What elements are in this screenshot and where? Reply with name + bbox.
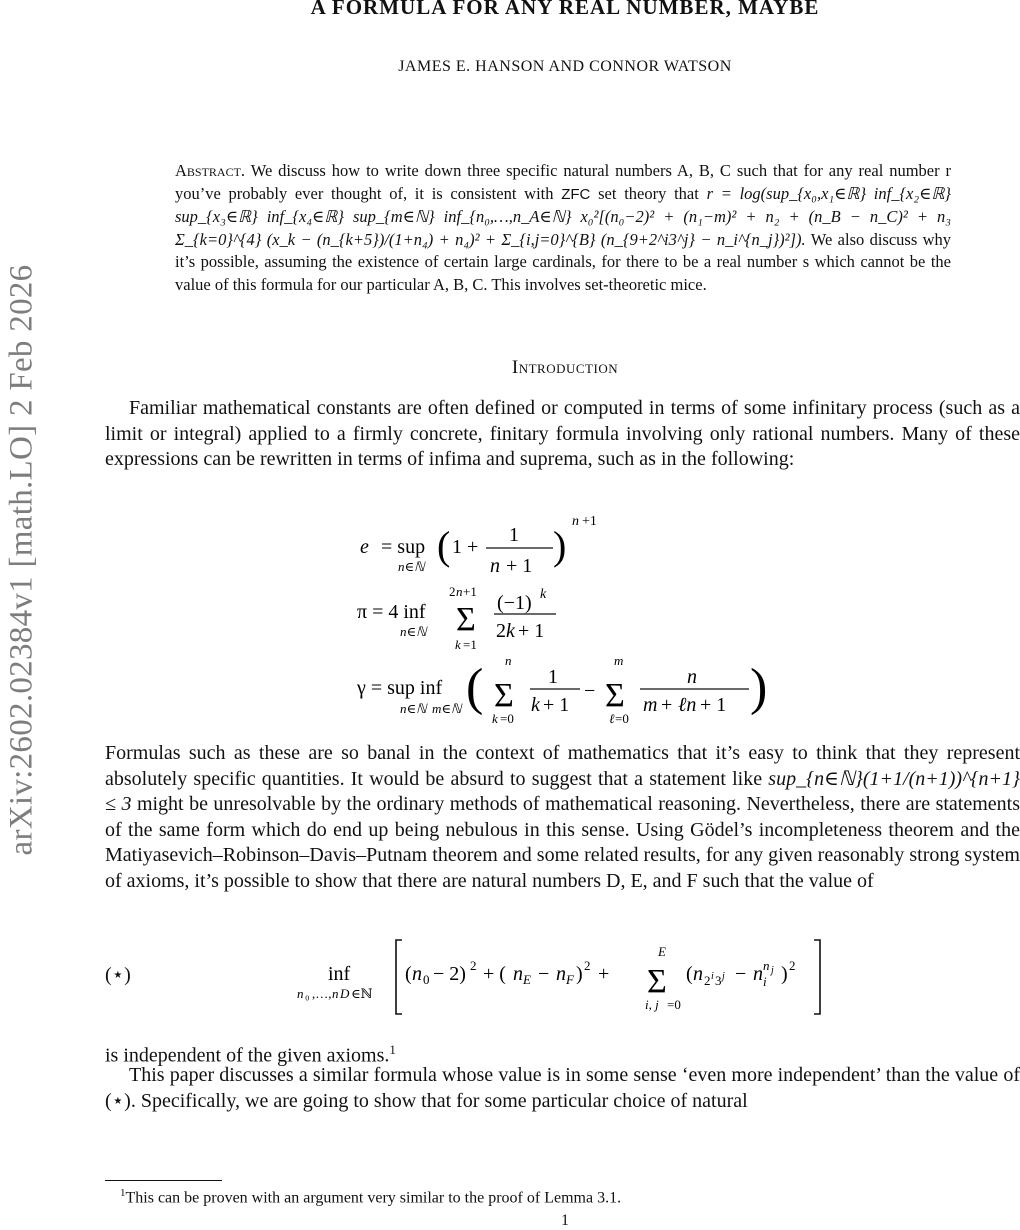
abstract-formula: r = log(sup_{x₀,x₁∈ℝ} inf_{x₂∈ℝ} sup_{x₃∈ℝ} inf_{x₄∈ℝ} sup_{m∈ℕ} inf_{n₀,…,n_A∈ℕ} x₀²[(n₀−2)² + (n₁−m)² + n₂ + (n_B − n_C)² + n₃ Σ_{k=0}^{4} (x_k − (n_{k+5})/(1+n₄) + n₄)² + Σ_{i,j=0}^{B} (n_{9+2^i3^j} − n_i^{n_j})²]). [175, 183, 951, 249]
svg-text:n: n [513, 963, 523, 985]
after-star-text: is independent of the given axioms. [105, 1044, 390, 1067]
abstract-zfc: ZFC [561, 185, 591, 203]
svg-text:n: n [556, 963, 566, 985]
svg-text:e: e [360, 536, 369, 558]
svg-text:k: k [506, 620, 515, 642]
intro-paragraph-2 [105, 741, 1020, 894]
svg-text:n: n [572, 514, 579, 529]
svg-text:F: F [566, 972, 574, 987]
svg-text:−: − [584, 680, 596, 702]
footnote-number: 1 [120, 1187, 126, 1199]
arxiv-identifier: arXiv:2602.02384v1 [math.LO] 2 Feb 2026 [3, 264, 40, 856]
svg-text:): ) [781, 963, 788, 985]
svg-text:Σ: Σ [494, 677, 514, 714]
svg-text:n: n [693, 963, 703, 985]
svg-text:m∈ℕ: m∈ℕ [432, 701, 462, 716]
svg-text:n: n [753, 963, 763, 985]
svg-text:i, j: i, j [645, 997, 659, 1012]
svg-text:n: n [763, 958, 770, 973]
equation-star-label: (⋆) [105, 964, 131, 986]
intro-paragraph-2-text: Formulas such as these are so banal in the context of mathematics that it’s easy to think that they represent absolutely specific quantities. It would be absurd to suggest that a statement like [105, 742, 1020, 790]
svg-text:n: n [687, 666, 697, 688]
svg-text:): ) [576, 963, 583, 985]
svg-text:n: n [456, 584, 463, 599]
svg-text:n: n [505, 653, 512, 668]
equation-e [360, 514, 597, 577]
paper-authors: JAMES E. HANSON AND CONNOR WATSON [398, 58, 732, 75]
svg-text:₀: ₀ [305, 986, 310, 1001]
svg-text:): ) [750, 659, 768, 716]
svg-text:n∈ℕ: n∈ℕ [398, 559, 425, 574]
abstract-text-2: set theory that [598, 183, 699, 203]
intro-paragraph-3 [105, 1063, 1020, 1114]
svg-text:+ 1: + 1 [543, 694, 570, 716]
svg-text:=0: =0 [500, 711, 514, 726]
intro-paragraph-2-continued: might be unresolvable by the ordinary methods of mathematical reasoning. Nevertheless, there are statements of the same form which do end up being nebulous in this sense. Using Gödel’s incompleteness theorem and the Matiyasevich–Robinson–Davis–Putnam theorem and some related results, for any given reasonably strong system of axioms, it’s possible to show that there are natural numbers D, E, and F such that the value of [105, 793, 1020, 892]
svg-text:= sup: = sup [381, 536, 426, 558]
intro-paragraph-3-text: This paper discusses a similar formula whose value is in some sense ‘even more independent’ than the value of (⋆). Specifically, we are going to show that for some particular choice of natural [105, 1064, 1020, 1112]
svg-text:Σ: Σ [647, 963, 667, 1000]
paper-title: A FORMULA FOR ANY REAL NUMBER, MAYBE [310, 0, 820, 19]
svg-text:(: ( [686, 963, 693, 985]
equation-gamma [356, 653, 767, 726]
svg-text:∈ℕ: ∈ℕ [351, 986, 373, 1001]
display-equations [0, 505, 1020, 735]
svg-text:(: ( [466, 659, 484, 716]
svg-text:π = 4 inf: π = 4 inf [357, 601, 426, 623]
svg-text:m: m [643, 694, 658, 716]
intro-paragraph-1 [105, 396, 1020, 473]
svg-text:k: k [455, 637, 461, 652]
svg-text:+1: +1 [582, 514, 597, 529]
svg-text:=0: =0 [667, 997, 681, 1012]
svg-text:=0: =0 [615, 711, 629, 726]
svg-text:2: 2 [470, 958, 477, 973]
svg-text:i: i [711, 971, 714, 982]
svg-text:ℓ: ℓ [609, 711, 615, 726]
svg-text:n: n [412, 963, 422, 985]
svg-text:+ (: + ( [483, 963, 506, 985]
svg-text:k: k [492, 711, 498, 726]
svg-text:+: + [661, 694, 673, 716]
svg-text:1: 1 [509, 524, 519, 546]
svg-text:n: n [297, 986, 304, 1001]
svg-text:Σ: Σ [605, 677, 625, 714]
svg-text:2: 2 [449, 584, 456, 599]
svg-text:n: n [332, 986, 339, 1001]
svg-text:0: 0 [423, 972, 430, 987]
abstract-text-3: We also discuss why it’s possible, assuming the existence of certain large cardinals, for there to be a real number s which cannot be the value of this formula for our particular A, B, C. This involves set-theoretic mice. [175, 229, 952, 294]
svg-text:k: k [531, 694, 540, 716]
svg-text:j: j [722, 971, 725, 982]
equation-pi [357, 584, 556, 652]
svg-text:n∈ℕ: n∈ℕ [400, 624, 427, 639]
svg-text:1 +: 1 + [452, 536, 479, 558]
svg-text:E: E [658, 944, 666, 959]
svg-text:+1: +1 [463, 584, 477, 599]
svg-text:E: E [523, 972, 531, 987]
svg-text:n∈ℕ: n∈ℕ [400, 701, 427, 716]
svg-text:2: 2 [789, 958, 796, 973]
svg-text:3: 3 [715, 973, 722, 988]
svg-text:+ 1: + 1 [518, 620, 545, 642]
page-number: 1 [561, 1212, 569, 1229]
svg-text:1: 1 [548, 666, 558, 688]
svg-text:,…,: ,…, [312, 986, 332, 1001]
svg-text:=1: =1 [463, 637, 477, 652]
abstract-text-1: We discuss how to write down three specific natural numbers A, B, C such that for any real number r you’ve probably ever thought of, it is consistent with [175, 161, 952, 203]
svg-text:+: + [598, 963, 610, 985]
svg-text:2: 2 [704, 973, 711, 988]
svg-text:(: ( [405, 963, 412, 985]
svg-text:n: n [490, 555, 500, 577]
svg-text:D: D [340, 986, 350, 1001]
abstract [175, 160, 951, 296]
svg-text:(: ( [437, 523, 451, 568]
footnote-rule [105, 1180, 222, 1181]
svg-text:k: k [540, 587, 547, 602]
svg-text:j: j [771, 965, 774, 976]
svg-text:+ 1: + 1 [700, 694, 727, 716]
svg-text:2: 2 [584, 958, 591, 973]
svg-text:i: i [763, 974, 767, 989]
svg-text:−: − [735, 963, 747, 985]
footnote-marker[interactable]: 1 [389, 1042, 396, 1057]
svg-text:inf: inf [328, 963, 351, 985]
svg-text:− 2): − 2) [433, 963, 466, 985]
svg-text:2: 2 [496, 620, 506, 642]
svg-text:(−1): (−1) [497, 592, 532, 614]
svg-text:): ) [553, 523, 567, 568]
svg-text:m: m [614, 653, 624, 668]
abstract-lead: Abstract. [175, 161, 246, 180]
footnote [120, 1187, 621, 1207]
svg-text:γ = sup inf: γ = sup inf [357, 677, 443, 699]
footnote-text: This can be proven with an argument very similar to the proof of Lemma 3.1. [125, 1189, 622, 1207]
section-heading-introduction: Introduction [511, 357, 619, 378]
equation-star [0, 930, 1020, 1025]
intro-paragraph-1-text: Familiar mathematical constants are often defined or computed in terms of some infinitary process (such as a limit or integral) applied to a firmly concrete, finitary formula involving only rational numbers. Many of these expressions can be rewritten in terms of infima and suprema, such as in the following: [105, 397, 1020, 470]
svg-text:ℓn: ℓn [678, 694, 697, 716]
svg-text:+ 1: + 1 [506, 555, 533, 577]
svg-text:Σ: Σ [456, 601, 476, 638]
inline-formula: sup_{n∈ℕ}(1+1/(n+1))^{n+1} ≤ 3 [105, 767, 1020, 815]
svg-text:−: − [538, 963, 550, 985]
